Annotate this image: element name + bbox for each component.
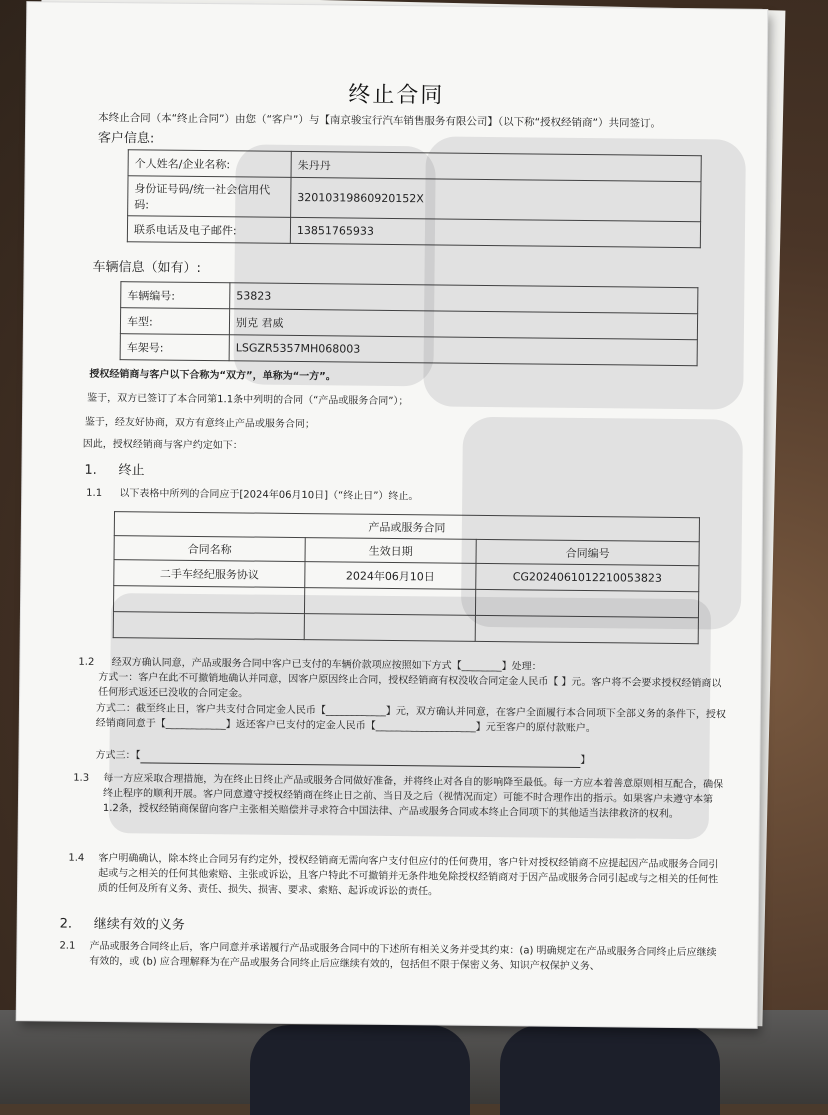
clause-line: 经双方确认同意，产品或服务合同中客户已支付的车辆价款项应按照如下方式【________】处理： [111,657,542,673]
clause-2-1 [59,939,719,976]
clause-text: 以下表格中所列的合同应于[2024年06月10日]（“终止日”）终止。 [119,488,419,503]
cell-label: 联系电话及电子邮件: [127,216,290,244]
cell-value: 32010319860920152X [291,177,701,221]
way3-label: 方式三：【 [95,749,141,762]
cell-label: 车辆编号: [121,282,230,309]
cell-label: 车型: [120,308,229,335]
section-1-heading [84,459,144,479]
section-2-heading [60,913,185,933]
contract-table-caption: 产品或服务合同 [114,512,699,542]
table-cell [113,586,304,614]
clause-text: 客户明确确认，除本终止合同另有约定外，授权经销商无需向客户支付但应付的任何费用，客户针对授权经销商不应提起因产品或服务合同引起或与之相关的任何其他索赔、主张或诉讼，且客户特此不可撤销并无条件地免除授权经销商对于因产品或服务合同引起或与之相关的任何性质的任何及所有义务、责任、损失、损害、要求、索赔、起诉或诉讼的责任。 [98,852,719,898]
table-cell: 二手车经纪服务协议 [114,560,305,588]
vehicle-row [120,334,697,366]
customer-row [127,216,700,248]
recital-3: 鉴于，经友好协商，双方有意终止产品或服务合同； [84,416,315,431]
customer-table [127,149,702,248]
clause-number: 1.2 [78,656,95,668]
clause-text: 每一方应采取合理措施，为在终止日终止产品或服务合同做好准备，并将终止对各自的影响降至最低。每一方应本着善意原则相互配合，确保终止程序的顺利开展。客户同意遵守授权经销商在终止日之前、当日及之后（视情况而定）可能不时合理作出的指示。如果客户未遵守本第1.2条，授权经销商保留向客户主张相关赔偿并寻求符合中国法律、产品或服务合同或本终止合同项下的其他适当法律救济的权利。 [102,772,724,821]
table-row [113,612,698,644]
clause-1-2-way2: 方式二：截至终止日，客户共支付合同定金人民币【____________】元，双方确认并同意，在客户全面履行本合同项下全部义务的条件下，授权经销商同意于【____________】返还客户已支付的定金人民币【____________________】元至客户的原付款账户。 [95,702,726,735]
clause-number: 1.1 [86,487,103,499]
clause-text: 产品或服务合同终止后，客户同意并承诺履行产品或服务合同中的下述所有相关义务并受其约束：(a) 明确规定在产品或服务合同终止后应继续有效的，或 (b) 应合理解释为在产品或服务合同终止后应继续有效的，包括但不限于保密义务、知识产权保护义务、 [89,940,717,973]
vehicle-heading: 车辆信息（如有）: [92,259,202,276]
cell-label: 个人姓名/企业名称: [128,150,291,178]
cell-value: 别克 君威 [229,309,697,340]
clause-number: 1.4 [68,852,85,864]
recital-1: 授权经销商与客户以下合称为“双方”，单称为“一方”。 [89,368,336,383]
table-cell [475,615,698,643]
clause-number: 1.3 [73,772,90,784]
section-number: 2. [59,916,73,932]
section-title: 终止 [118,463,145,479]
clause-1-4 [68,851,722,903]
clause-1-2-way3: 方式三：【 】 [95,749,591,767]
table-cell: 2024年06月10日 [305,562,476,590]
customer-heading: 客户信息: [97,130,155,147]
section-number: 1. [84,462,97,478]
table-cell [304,614,475,642]
clause-1-3 [73,771,723,823]
vehicle-table [120,281,699,366]
fill-line [140,762,580,768]
table-cell [475,589,698,617]
left-shoe [250,1025,470,1115]
cell-label: 身份证号码/统一社会信用代码: [128,176,291,218]
cell-value: 53823 [230,283,698,314]
header-cell: 合同编号 [476,539,699,565]
contract-page [17,2,768,1028]
header-cell: 生效日期 [305,538,476,564]
document-title: 终止合同 [348,82,445,109]
clause-1-2-way1: 方式一：客户在此不可撤销地确认并同意，因客户原因终止合同，授权经销商有权没收合同定金人民币【 】元。客户将不会要求授权经销商以任何形式返还已没收的合同定金。 [98,671,722,700]
clause-number: 2.1 [59,940,76,952]
cell-value: 朱丹丹 [291,151,701,181]
recital-2: 鉴于，双方已签订了本合同第1.1条中列明的合同（“产品或服务合同”）； [87,392,409,408]
table-cell: CG2024061012210053823 [476,563,699,591]
clause-1-1 [86,486,418,504]
right-shoe [500,1025,720,1115]
customer-row [128,176,701,222]
cell-label: 车架号: [120,334,229,361]
contract-table [113,511,700,644]
table-cell [113,612,304,640]
cell-value: LSGZR5357MH068003 [229,335,697,366]
intro-text: 本终止合同（本“终止合同”）由您（“客户”）与【南京骏宝行汽车销售服务有限公司】（以下称“授权经销商”）共同签订。 [98,111,662,130]
section-title: 继续有效的义务 [93,916,185,933]
recital-4: 因此，授权经销商与客户约定如下： [82,438,243,452]
table-cell [304,588,475,616]
header-cell: 合同名称 [114,536,305,562]
cell-value: 13851765933 [290,217,700,247]
